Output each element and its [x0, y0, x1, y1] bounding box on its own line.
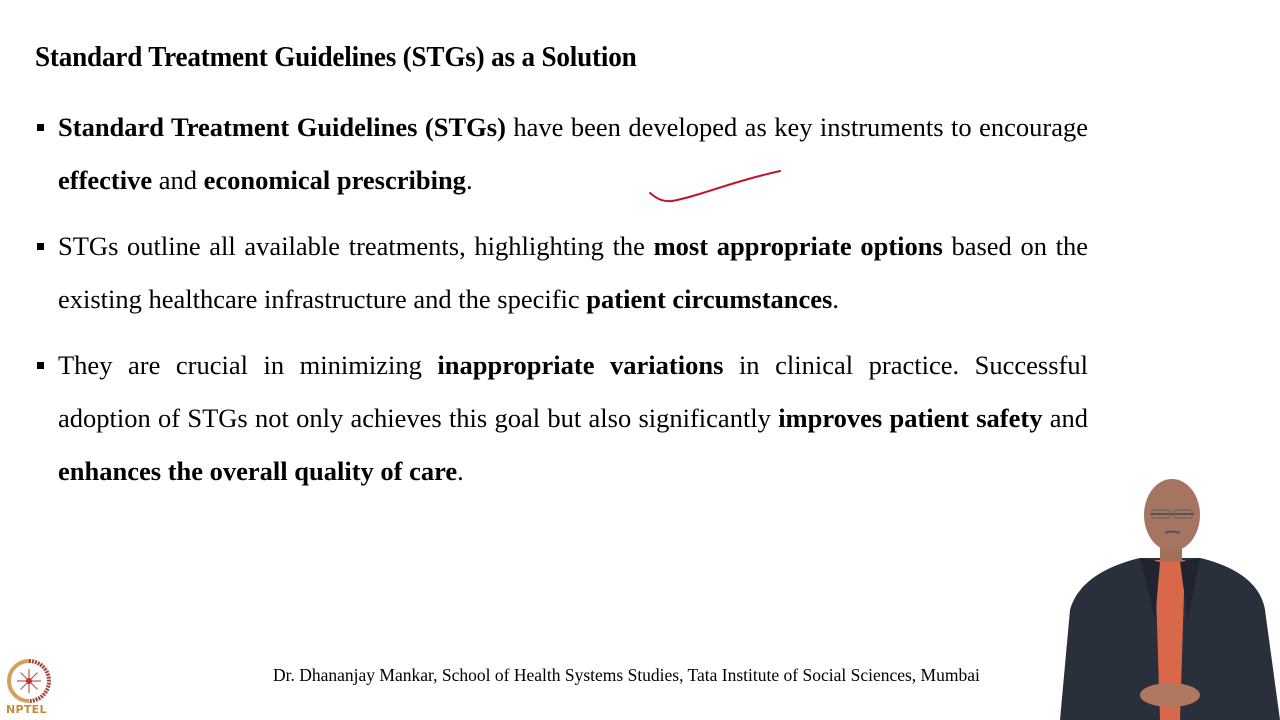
bullet-square-icon	[37, 243, 44, 250]
bold-phrase: patient circumstances	[586, 284, 833, 314]
bullet-text	[58, 339, 1088, 498]
slide-title: Standard Treatment Guidelines (STGs) as a Solution	[35, 42, 637, 73]
text-run: .	[832, 284, 839, 314]
bullet-item	[36, 101, 1088, 207]
bold-phrase: economical prescribing	[203, 165, 466, 195]
slide-footer-credit: Dr. Dhananjay Mankar, School of Health Systems Studies, Tata Institute of Social Sciences, Mumbai	[273, 665, 980, 685]
text-run: They are crucial in minimizing	[58, 350, 438, 380]
bold-phrase: effective	[58, 165, 153, 195]
bullet-item	[36, 339, 1088, 498]
text-run: based on the existing healthcare infrastructure and the specific	[58, 231, 1088, 314]
text-run: STGs outline all available treatments, highlighting the	[58, 231, 654, 261]
nptel-logo-text: NPTEL	[6, 703, 47, 716]
bold-phrase: most appropriate options	[653, 231, 943, 261]
bullet-text	[58, 101, 1088, 207]
text-run: and	[1042, 403, 1088, 433]
bullet-item	[36, 220, 1088, 326]
text-run: .	[457, 456, 464, 486]
bullet-square-icon	[37, 362, 44, 369]
text-run: have been developed as key instruments to encourage	[505, 112, 1088, 142]
bullet-square-icon	[37, 124, 44, 131]
bold-phrase: improves patient safety	[778, 403, 1043, 433]
nptel-emblem-icon	[4, 657, 54, 705]
bold-phrase: Standard Treatment Guidelines (STGs)	[58, 112, 506, 142]
text-run: in clinical practice. Successful adoption of STGs not only achieves this goal but also significantly	[58, 350, 1088, 433]
speaker-video-overlay	[1060, 470, 1280, 720]
bold-phrase: enhances the overall quality of care	[58, 456, 458, 486]
bullet-text	[58, 220, 1088, 326]
bold-phrase: inappropriate variations	[437, 350, 724, 380]
text-run: and	[152, 165, 204, 195]
text-run: .	[465, 165, 473, 195]
